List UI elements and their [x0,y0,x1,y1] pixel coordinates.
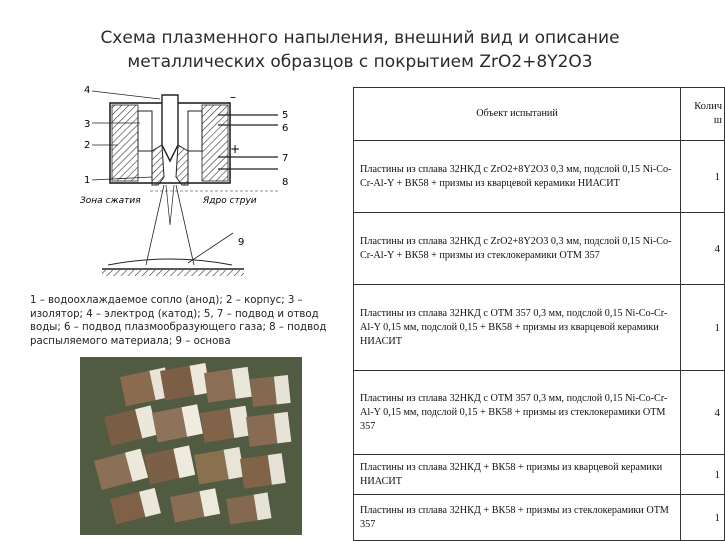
nozzle-left [152,145,164,185]
label-3: 3 [84,119,91,130]
housing-left [112,105,138,181]
housing-right [202,105,228,181]
header-quantity: Колич ш [681,88,725,141]
table-row [354,285,725,371]
zone-compression-label: Зона сжатия [80,196,141,206]
table-row [354,213,725,285]
row-2-desc: Пластины из сплава 32НКД с ZrO2+8Y2O3 0,3 мм, подслой 0,15 Ni-Co-Cr-Al-Y + ВК58 + призмы из стеклокерамики ОТМ 357 [354,213,681,285]
label-5: 5 [282,110,289,121]
row-5-qty: 1 [681,455,725,495]
title-line-1: Схема плазменного напыления, внешний вид и описание [100,28,620,48]
row-1-desc: Пластины из сплава 32НКД с ZrO2+8Y2O3 0,3 мм, подслой 0,15 Ni-Co-Cr-Al-Y + ВК58 + призмы из кварцевой керамики НИАСИТ [354,141,681,213]
table-row [354,371,725,455]
slide-title [30,26,690,74]
row-1-qty: 1 [681,141,725,213]
label-9: 9 [238,237,245,248]
row-3-desc: Пластины из сплава 32НКД с ОТМ 357 0,3 мм, подслой 0,15 Ni-Co-Cr-Al-Y 0,15 мм, подслой 0,15 + ВК58 + призмы из кварцевой керамики НИАСИТ [354,285,681,371]
electrode-cathode [162,95,178,161]
label-4: 4 [84,85,91,96]
table-row [354,141,725,213]
nozzle-right [176,145,188,185]
row-2-qty: 4 [681,213,725,285]
title-line-2: металлических образцов с покрытием ZrO2+8Y2O3 [127,52,593,72]
insulator-right [188,111,202,151]
table-header-row [354,88,725,141]
minus-sign: – [230,90,236,104]
plasma-spray-diagram [78,85,316,285]
label-6: 6 [282,123,289,134]
label-1: 1 [84,175,91,186]
samples-table [353,87,725,541]
samples-photo [80,357,302,535]
row-4-qty: 4 [681,371,725,455]
header-object: Объект испытаний [354,88,681,141]
jet-core-label: Ядро струи [203,196,257,206]
diagram-caption: 1 – водоохлаждаемое сопло (анод); 2 – корпус; 3 – изолятор; 4 – электрод (катод); 5, 7 – подвод и отвод воды; 6 – подвод плазмообразующего газа; 8 – подвод распыляемого материала; 9 – основа [30,295,327,347]
row-5-desc: Пластины из сплава 32НКД + ВК58 + призмы из кварцевой керамики НИАСИТ [354,455,681,495]
label-2: 2 [84,140,91,151]
insulator-left [138,111,152,151]
row-3-qty: 1 [681,285,725,371]
plus-sign: + [230,142,241,156]
label-7: 7 [282,153,289,164]
row-6-qty: 1 [681,495,725,541]
row-4-desc: Пластины из сплава 32НКД с ОТМ 357 0,3 мм, подслой 0,15 Ni-Co-Cr-Al-Y 0,15 мм, подслой 0,15 + ВК58 + призмы из стеклокерамики ОТМ 357 [354,371,681,455]
table-row [354,495,725,541]
label-8: 8 [282,177,289,188]
row-6-desc: Пластины из сплава 32НКД + ВК58 + призмы из стеклокерамики ОТМ 357 [354,495,681,541]
table-row [354,455,725,495]
